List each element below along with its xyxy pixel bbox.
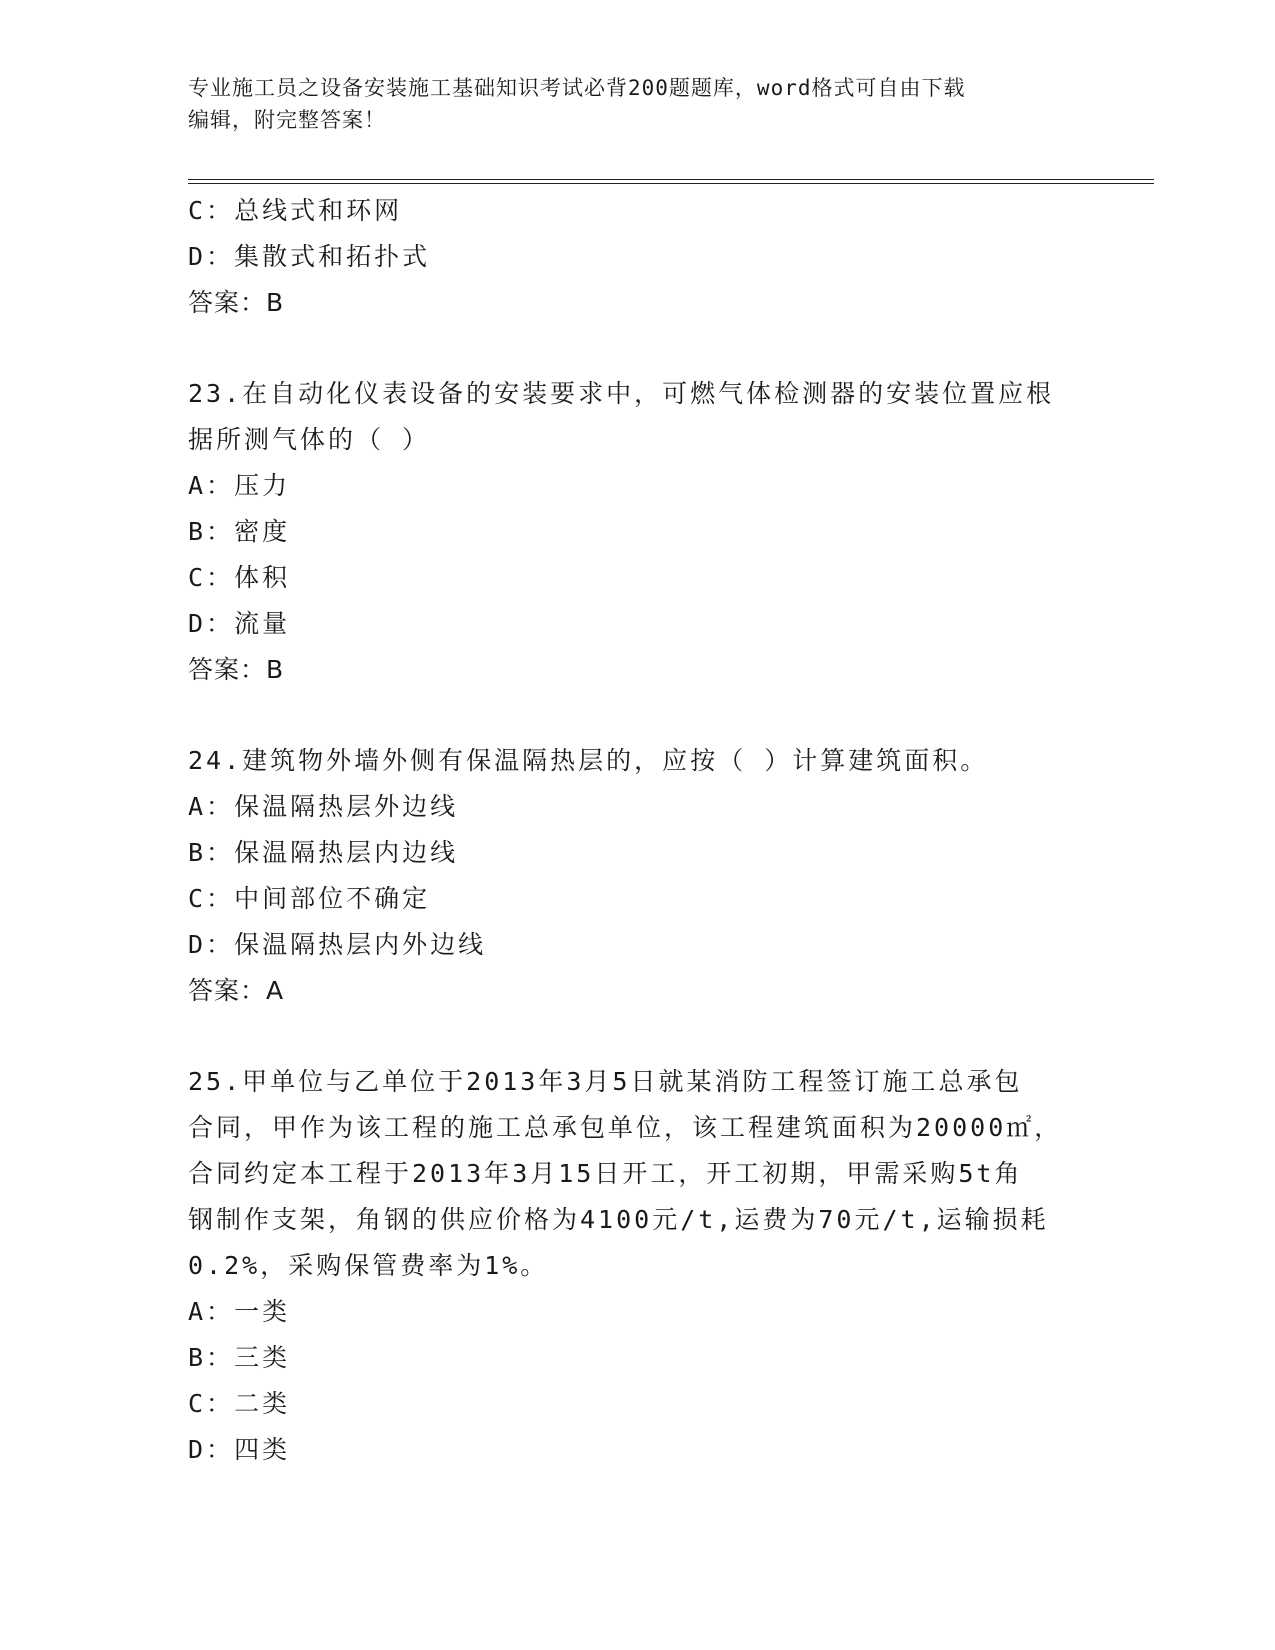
answer-line: 答案：B [188, 288, 285, 317]
question-stem-line: 25.甲单位与乙单位于2013年3月5日就某消防工程签订施工总承包 [188, 1067, 1023, 1096]
option-letter: A： [188, 792, 235, 821]
question-stem-line: 合同，甲作为该工程的施工总承包单位，该工程建筑面积为20000㎡， [188, 1113, 1063, 1142]
option-letter: C： [188, 1389, 235, 1418]
option-text: 一类 [234, 1297, 291, 1326]
option-text: 中间部位不确定 [234, 884, 431, 913]
option-text: 三类 [234, 1343, 291, 1372]
option-d [188, 1427, 1088, 1473]
option-a [188, 1289, 1088, 1335]
page-header [188, 72, 1088, 136]
question-stem-line: 24.建筑物外墙外侧有保温隔热层的，应按（ ）计算建筑面积。 [188, 746, 989, 775]
option-a [188, 784, 1088, 830]
option-letter: A： [188, 1297, 235, 1326]
question-stem-line: 钢制作支架，角钢的供应价格为4100元/t,运费为70元/t,运输损耗 [188, 1205, 1049, 1234]
option-letter: D： [188, 609, 235, 638]
answer-line: 答案：A [188, 976, 285, 1005]
option-text: 保温隔热层内边线 [234, 838, 459, 867]
option-a [188, 463, 1088, 509]
question-24 [188, 738, 1088, 1014]
option-letter: D： [188, 1435, 235, 1464]
option-text: 流量 [234, 609, 291, 638]
question-23 [188, 371, 1088, 693]
option-letter: B： [188, 1343, 235, 1372]
header-divider-bottom [188, 183, 1154, 184]
option-letter: C： [188, 884, 235, 913]
option-text: 总线式和环网 [234, 196, 403, 225]
option-letter: C： [188, 196, 235, 225]
option-letter: D： [188, 930, 235, 959]
question-stem-line: 据所测气体的（ ） [188, 425, 431, 454]
option-letter: C： [188, 563, 235, 592]
question-22-continuation [188, 188, 1088, 326]
question-stem-line: 合同约定本工程于2013年3月15日开工，开工初期，甲需采购5t角 [188, 1159, 1023, 1188]
option-text: 集散式和拓扑式 [234, 242, 431, 271]
option-text: 保温隔热层内外边线 [234, 930, 487, 959]
header-title-line-1: 专业施工员之设备安装施工基础知识考试必背200题题库，word格式可自由下载 [188, 76, 966, 100]
option-letter: B： [188, 838, 235, 867]
option-c [188, 555, 1088, 601]
option-text: 体积 [234, 563, 291, 592]
question-stem-line: 23.在自动化仪表设备的安装要求中，可燃气体检测器的安装位置应根 [188, 379, 1055, 408]
answer-line: 答案：B [188, 655, 285, 684]
option-text: 四类 [234, 1435, 291, 1464]
option-text: 密度 [234, 517, 291, 546]
header-title-line-2: 编辑，附完整答案！ [188, 108, 386, 132]
option-d [188, 922, 1088, 968]
option-c [188, 1381, 1088, 1427]
option-text: 保温隔热层外边线 [234, 792, 459, 821]
option-letter: A： [188, 471, 235, 500]
option-c [188, 876, 1088, 922]
option-c [188, 188, 1088, 234]
header-divider-top [188, 179, 1154, 180]
option-text: 二类 [234, 1389, 291, 1418]
option-d [188, 234, 1088, 280]
document-body [188, 188, 1088, 1473]
option-d [188, 601, 1088, 647]
option-text: 压力 [234, 471, 291, 500]
option-b [188, 1335, 1088, 1381]
question-stem-line: 0.2%，采购保管费率为1%。 [188, 1251, 549, 1280]
option-b [188, 830, 1088, 876]
option-letter: B： [188, 517, 235, 546]
option-letter: D： [188, 242, 235, 271]
question-25 [188, 1059, 1088, 1473]
option-b [188, 509, 1088, 555]
